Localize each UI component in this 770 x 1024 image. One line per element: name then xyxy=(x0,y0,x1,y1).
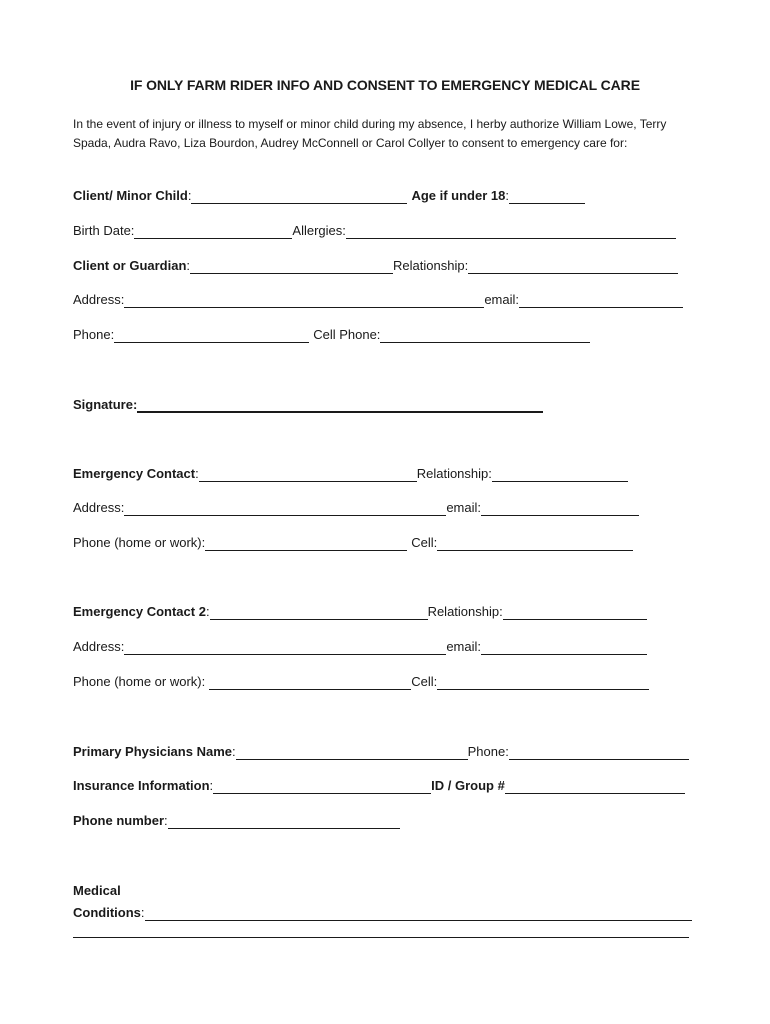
relationship-label: Relationship: xyxy=(416,466,492,481)
phone-label: Phone: xyxy=(73,327,115,342)
emergency-contact-field[interactable] xyxy=(199,467,417,482)
row-client-child xyxy=(73,184,585,204)
emergency-2-phone-field[interactable] xyxy=(209,675,411,690)
emergency-address-field[interactable] xyxy=(124,501,446,516)
row-address-email xyxy=(73,288,683,308)
row-emergency-2-phone xyxy=(73,670,649,690)
row-primary-physician xyxy=(73,740,689,760)
cell-phone-label: Cell Phone: xyxy=(313,327,381,342)
cell-label: Cell: xyxy=(411,535,438,550)
phone-number-label: Phone number xyxy=(73,813,165,828)
relationship-label: Relationship: xyxy=(393,258,469,273)
client-guardian-label: Client or Guardian xyxy=(73,258,187,273)
colon: : xyxy=(505,188,509,203)
phone-home-work-label: Phone (home or work): xyxy=(73,535,206,550)
conditions-line-2[interactable] xyxy=(73,937,689,938)
row-conditions xyxy=(73,901,692,921)
birth-date-label: Birth Date: xyxy=(73,223,135,238)
row-signature xyxy=(73,393,543,413)
client-child-field[interactable] xyxy=(191,189,407,204)
age-field[interactable] xyxy=(509,189,585,204)
row-phone-cell xyxy=(73,323,590,343)
row-insurance xyxy=(73,774,685,794)
allergies-label: Allergies: xyxy=(292,223,346,238)
id-group-field[interactable] xyxy=(505,779,685,794)
phone-home-work-label: Phone (home or work): xyxy=(73,674,206,689)
relationship-field[interactable] xyxy=(468,259,678,274)
emergency-contact-label: Emergency Contact xyxy=(73,466,196,481)
address-label: Address: xyxy=(73,292,125,307)
client-child-label: Client/ Minor Child xyxy=(73,188,188,203)
row-emergency-2-address xyxy=(73,635,647,655)
colon: : xyxy=(187,188,192,203)
email-field[interactable] xyxy=(519,293,683,308)
age-label: Age if under 18 xyxy=(411,188,506,203)
physician-phone-field[interactable] xyxy=(509,745,689,760)
physician-field[interactable] xyxy=(236,745,468,760)
phone-number-field[interactable] xyxy=(168,814,400,829)
row-emergency-address xyxy=(73,496,639,516)
address-label: Address: xyxy=(73,639,125,654)
emergency-contact-2-field[interactable] xyxy=(210,605,428,620)
row-medical xyxy=(73,879,121,899)
emergency-email-field[interactable] xyxy=(481,501,639,516)
form-title: IF ONLY FARM RIDER INFO AND CONSENT TO EMERGENCY MEDICAL CARE xyxy=(130,77,640,93)
conditions-label: Conditions xyxy=(73,905,141,920)
conditions-field[interactable] xyxy=(145,906,692,921)
row-birth-allergies xyxy=(73,219,676,239)
row-emergency-contact xyxy=(73,462,628,482)
relationship-label: Relationship: xyxy=(427,604,503,619)
address-label: Address: xyxy=(73,500,125,515)
birth-date-field[interactable] xyxy=(134,224,292,239)
colon: : xyxy=(231,744,236,759)
insurance-label: Insurance Information xyxy=(73,778,210,793)
address-field[interactable] xyxy=(124,293,484,308)
medical-label: Medical xyxy=(73,883,121,898)
colon: : xyxy=(164,813,168,828)
emergency-contact-2-label: Emergency Contact 2 xyxy=(73,604,206,619)
insurance-field[interactable] xyxy=(213,779,431,794)
emergency-2-address-field[interactable] xyxy=(124,640,446,655)
id-group-label: ID / Group # xyxy=(431,778,505,793)
cell-label: Cell: xyxy=(411,674,438,689)
colon: : xyxy=(209,778,214,793)
row-client-guardian xyxy=(73,254,678,274)
email-label: email: xyxy=(484,292,519,307)
emergency-phone-field[interactable] xyxy=(205,536,407,551)
email-label: email: xyxy=(446,500,481,515)
signature-label: Signature: xyxy=(73,397,138,412)
signature-field[interactable] xyxy=(137,397,543,413)
emergency-relationship-field[interactable] xyxy=(492,467,628,482)
physician-phone-label: Phone: xyxy=(467,744,509,759)
email-label: email: xyxy=(446,639,481,654)
colon: : xyxy=(205,604,210,619)
colon: : xyxy=(186,258,191,273)
allergies-field[interactable] xyxy=(346,224,676,239)
colon: : xyxy=(195,466,199,481)
row-emergency-phone xyxy=(73,531,633,551)
emergency-2-email-field[interactable] xyxy=(481,640,647,655)
row-emergency-contact-2 xyxy=(73,600,647,620)
primary-physician-label: Primary Physicians Name xyxy=(73,744,232,759)
row-phone-number xyxy=(73,809,400,829)
intro-paragraph: In the event of injury or illness to myself or minor child during my absence, I herby authorize William Lowe, Terry Spada, Audra Ravo, Liza Bourdon, Audrey McConnell or Carol Collyer to consent to emergency care for: xyxy=(73,117,667,150)
phone-field[interactable] xyxy=(114,328,309,343)
cell-phone-field[interactable] xyxy=(380,328,590,343)
emergency-2-cell-field[interactable] xyxy=(437,675,649,690)
emergency-2-relationship-field[interactable] xyxy=(503,605,647,620)
colon: : xyxy=(140,905,145,920)
emergency-cell-field[interactable] xyxy=(437,536,633,551)
client-guardian-field[interactable] xyxy=(190,259,393,274)
